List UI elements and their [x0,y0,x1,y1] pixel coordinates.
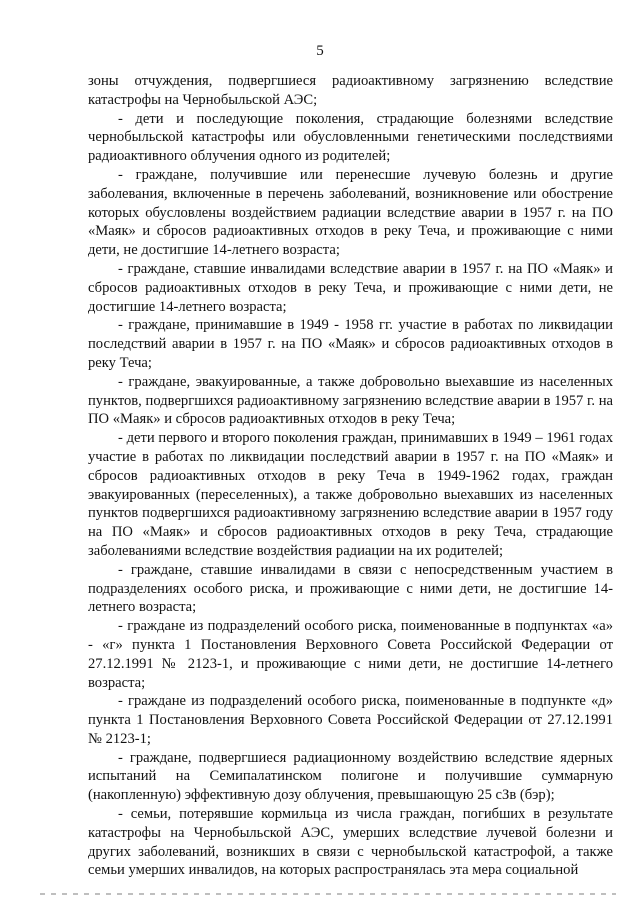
scan-artifact-line [40,893,616,895]
paragraph-mayak-children: - дети первого и второго поколения граждан, принимавших в 1949 – 1961 годах участие в работах по ликвидации последствий аварии в 1957 г. на ПО «Маяк» и сбросов радиоактивных отходов в реку Теча в 1949-1962 годах, граждан эвакуированных (переселенных), а также добровольно выехавших из населенных пунктов подвергшихся радиоактивному загрязнению вследствие аварии в 1957 году на ПО «Маяк» и сбросов радиоактивных отходов в реку Теча, страдающие заболеваниями вследствие воздействия радиации на их родителей; [88,430,613,559]
paragraph-mayak-evacuated: - граждане, эвакуированные, а также добровольно выехавшие из населенных пунктов, подвергшихся радиоактивному загрязнению вследствие аварии в 1957 г. на ПО «Маяк» и сбросов радиоактивных отходов в реку Теча; [88,373,613,428]
paragraph-mayak-disabled: - граждане, ставшие инвалидами вследствие аварии в 1957 г. на ПО «Маяк» и сбросов радиоактивных отходов в реку Теча, и проживающие с ними дети, не достигшие 14-летнего возраста; [88,260,613,315]
paragraph-children-descendants: - дети и последующие поколения, страдающие болезнями вследствие чернобыльской катастрофы или обусловленными генетическими последствиями радиоактивного облучения одного из родителей; [88,110,613,165]
paragraph-families-lost-breadwinner: - семьи, потерявшие кормильца из числа граждан, погибших в результате катастрофы на Чернобыльской АЭС, умерших вследствие лучевой болезни и других заболеваний, возникших в связи с чернобыльской катастрофой, а также семьи умерших инвалидов, на которых распространялась эта мера социальной [88,806,613,879]
document-body [88,72,613,880]
paragraph-mayak-liquidators: - граждане, принимавшие в 1949 - 1958 гг. участие в работах по ликвидации последствий аварии в 1957 г. на ПО «Маяк» и сбросов радиоактивных отходов в реку Теча; [88,317,613,371]
paragraph-special-risk-a-g: - граждане из подразделений особого риска, поименованные в подпунктах «а» - «г» пункта 1 Постановления Верховного Совета Российской Федерации от 27.12.1991 № 2123-1, и проживающие с ними дети, не достигшие 14-летнего возраста; [88,618,613,691]
paragraph-special-risk-disabled: - граждане, ставшие инвалидами в связи с непосредственным участием в подразделениях особого риска, и проживающие с ними дети, не достигшие 14-летнего возраста; [88,561,613,616]
paragraph-radiation-sickness: - граждане, получившие или перенесшие лучевую болезнь и другие заболевания, включенные в перечень заболеваний, возникновение или обострение которых обусловлены воздействием радиации вследствие аварии в 1957 г. на ПО «Маяк» и сбросов радиоактивных отходов в реку Теча, и проживающие с ними дети, не достигшие 14-летнего возраста; [88,166,613,259]
paragraph-exclusion-zone: зоны отчуждения, подвергшиеся радиоактивному загрязнению вследствие катастрофы на Чернобыльской АЭС; [88,73,613,108]
page-number: 5 [316,43,324,59]
paragraph-special-risk-d: - граждане из подразделений особого риска, поименованные в подпункте «д» пункта 1 Постановления Верховного Совета Российской Федерации от 27.12.1991 № 2123-1; [88,693,613,747]
paragraph-semipalatinsk: - граждане, подвергшиеся радиационному воздействию вследствие ядерных испытаний на Семипалатинском полигоне и получившие суммарную (накопленную) эффективную дозу облучения, превышающую 25 сЗв (бэр); [88,749,613,804]
